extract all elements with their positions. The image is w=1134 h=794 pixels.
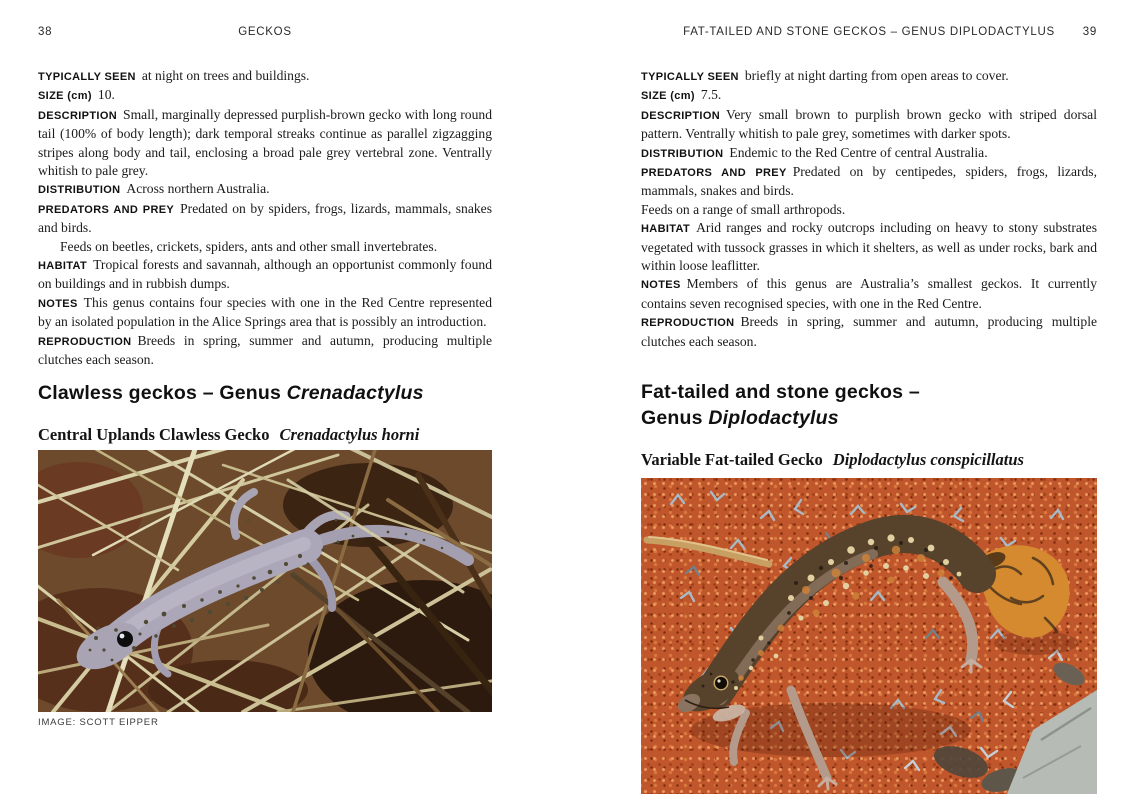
species-account-text <box>641 67 1097 351</box>
gecko-photo-fat-tailed <box>641 478 1097 794</box>
folio-number: 38 <box>38 26 53 38</box>
entry-reproduction <box>641 313 1097 351</box>
species-scientific-name: Diplodactylus conspicillatus <box>832 450 1024 469</box>
entry-description <box>38 106 492 181</box>
field-label: SIZE (cm) <box>641 90 695 103</box>
entry-predators-prey <box>38 200 492 238</box>
field-label: DISTRIBUTION <box>38 184 121 197</box>
page-header-left <box>38 26 492 42</box>
image-credit: IMAGE: SCOTT EIPPER <box>38 717 159 728</box>
entry-typically-seen <box>38 67 492 86</box>
entry-description <box>641 106 1097 144</box>
running-head: FAT-TAILED AND STONE GECKOS – GENUS DIPLODACTYLUS <box>683 26 1055 38</box>
field-text: briefly at night darting from open areas to cover. <box>744 68 1009 83</box>
field-label: TYPICALLY SEEN <box>38 71 136 83</box>
field-label: NOTES <box>38 297 78 310</box>
field-text: Very small brown to purplish brown gecko with striped dorsal pattern. Ventrally whitish to pale grey, sometimes with darker spots. <box>641 106 1097 142</box>
sand-gecko-illustration <box>641 478 1097 794</box>
entry-size <box>38 86 492 105</box>
entry-typically-seen <box>641 67 1097 86</box>
entry-feeds-note: Feeds on beetles, crickets, spiders, ants and other small invertebrates. <box>60 238 438 254</box>
field-label: REPRODUCTION <box>641 317 735 330</box>
field-label: HABITAT <box>38 260 88 273</box>
field-text: Predated on by centipedes, spiders, frogs, lizards, mammals, snakes and birds. <box>641 164 1097 199</box>
entry-feeds-note: Feeds on a range of small arthropods. <box>641 201 846 217</box>
field-label: PREDATORS AND PREY <box>38 203 175 216</box>
field-label: PREDATORS AND PREY <box>641 167 787 180</box>
field-text: Predated on by spiders, frogs, lizards, mammals, snakes and birds. <box>38 200 492 236</box>
entry-notes <box>641 275 1097 313</box>
field-label: TYPICALLY SEEN <box>641 71 739 83</box>
entry-habitat <box>38 256 492 294</box>
field-text: Across northern Australia. <box>126 181 270 197</box>
field-text: Members of this genus are Australia’s smallest geckos. It currently contains seven recognised species, with one in the Red Centre. <box>641 276 1097 311</box>
field-text: 7.5. <box>700 87 722 103</box>
field-label: HABITAT <box>641 223 691 236</box>
field-text: 10. <box>97 87 115 103</box>
entry-distribution <box>38 180 492 199</box>
field-text: Small, marginally depressed purplish-brown gecko with long round tail (100% of body length); dark temporal streaks continue as parallel zigzagging stripes along body and tail, enclosing a broad pale grey vertebral zone. Ventrally whitish to pale grey. <box>38 106 492 179</box>
page-header-right <box>641 26 1097 42</box>
entry-habitat <box>641 219 1097 275</box>
field-label: REPRODUCTION <box>38 335 132 348</box>
straw-gecko-illustration <box>38 450 492 712</box>
field-text: Breeds in spring, summer and autumn, producing multiple clutches each season. <box>641 314 1097 349</box>
entry-reproduction <box>38 332 492 370</box>
entry-notes <box>38 294 492 332</box>
page-right <box>641 0 1097 794</box>
field-text: This genus contains four species with one in the Red Centre represented by an isolated population in the Alice Springs area that is possibly an introduction. <box>38 294 492 330</box>
page-left <box>38 0 492 794</box>
field-label: SIZE (cm) <box>38 90 92 103</box>
field-label: DESCRIPTION <box>38 109 118 122</box>
genus-name: Crenadactylus <box>286 382 424 404</box>
field-text: Arid ranges and rocky outcrops including on heavy to stony substrates vegetated with tussock grasses in which it shelters, as well as under rocks, bark and within loose leaflitter. <box>641 220 1097 274</box>
species-common-name: Variable Fat-tailed Gecko <box>641 450 823 469</box>
genus-section-heading: Fat-tailed and stone geckos – Genus Diplodactylus <box>641 381 920 429</box>
species-scientific-name: Crenadactylus horni <box>279 425 420 444</box>
field-text: Tropical forests and savannah, although an opportunist commonly found on buildings and in rubbish dumps. <box>38 257 492 292</box>
genus-section-heading: Clawless geckos – Genus Crenadactylus <box>38 382 424 404</box>
folio-number: 39 <box>1082 26 1097 38</box>
field-label: DESCRIPTION <box>641 109 721 122</box>
field-text: at night on trees and buildings. <box>141 68 310 83</box>
field-label: DISTRIBUTION <box>641 147 724 160</box>
field-label: NOTES <box>641 279 681 292</box>
field-text: Endemic to the Red Centre of central Australia. <box>729 144 988 160</box>
species-heading <box>641 450 1024 470</box>
gecko-photo-clawless <box>38 450 492 712</box>
genus-name: Diplodactylus <box>708 407 839 429</box>
running-head: GECKOS <box>238 26 292 38</box>
species-common-name: Central Uplands Clawless Gecko <box>38 425 270 444</box>
species-account-text <box>38 67 492 370</box>
species-heading <box>38 425 419 445</box>
entry-predators-prey <box>641 163 1097 201</box>
entry-distribution <box>641 144 1097 163</box>
field-text: Breeds in spring, summer and autumn, producing multiple clutches each season. <box>38 332 492 368</box>
entry-size <box>641 86 1097 105</box>
